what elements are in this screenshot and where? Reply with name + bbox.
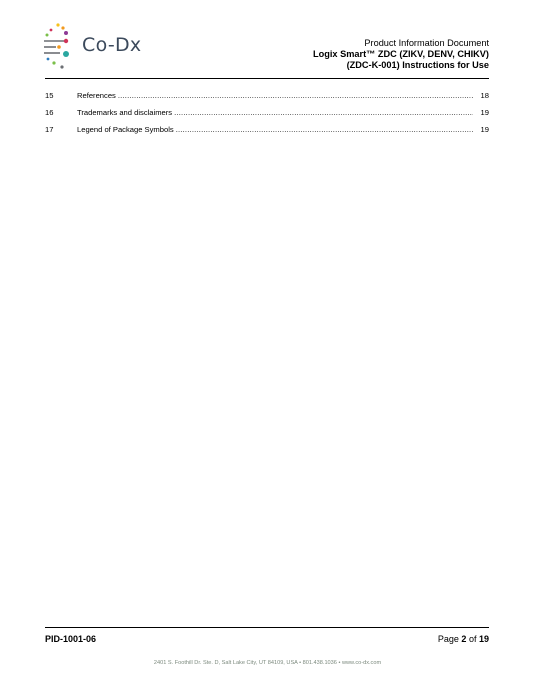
toc-page: 18 bbox=[480, 91, 489, 100]
document-type: Product Information Document bbox=[364, 38, 489, 48]
toc-entry-package-symbols[interactable] bbox=[45, 124, 489, 141]
toc-number: 15 bbox=[45, 91, 54, 100]
document-title-line2: (ZDC-K-001) Instructions for Use bbox=[346, 60, 489, 70]
logo-text: Co-Dx bbox=[82, 34, 142, 56]
toc-title[interactable]: Legend of Package Symbols bbox=[77, 125, 174, 134]
page-current: 2 bbox=[461, 634, 467, 644]
table-of-contents bbox=[45, 90, 489, 141]
toc-number: 17 bbox=[45, 125, 54, 134]
toc-number: 16 bbox=[45, 108, 54, 117]
page-prefix: Page bbox=[437, 634, 459, 644]
toc-entry-references[interactable] bbox=[45, 90, 489, 107]
toc-title[interactable]: References bbox=[77, 91, 116, 100]
header-divider bbox=[45, 78, 489, 79]
document-header bbox=[313, 38, 489, 71]
page-number bbox=[438, 634, 489, 644]
document-id: PID-1001-06 bbox=[45, 634, 97, 644]
company-address: 2401 S. Foothill Dr. Ste. D, Salt Lake City, UT 84109, USA • 801.438.1036 • www.co-dx.com bbox=[153, 660, 382, 666]
toc-page: 19 bbox=[480, 108, 489, 117]
page-of: of bbox=[468, 634, 477, 644]
toc-page: 19 bbox=[480, 125, 489, 134]
page-total: 19 bbox=[478, 634, 489, 644]
toc-leader bbox=[118, 90, 473, 102]
toc-title[interactable]: Trademarks and disclaimers bbox=[77, 108, 173, 117]
footer-divider bbox=[45, 627, 489, 628]
document-title-line1: Logix Smart™ ZDC (ZIKV, DENV, CHIKV) bbox=[313, 49, 489, 59]
toc-leader bbox=[176, 124, 473, 136]
toc-leader bbox=[174, 107, 473, 119]
toc-entry-trademarks[interactable] bbox=[45, 107, 489, 124]
